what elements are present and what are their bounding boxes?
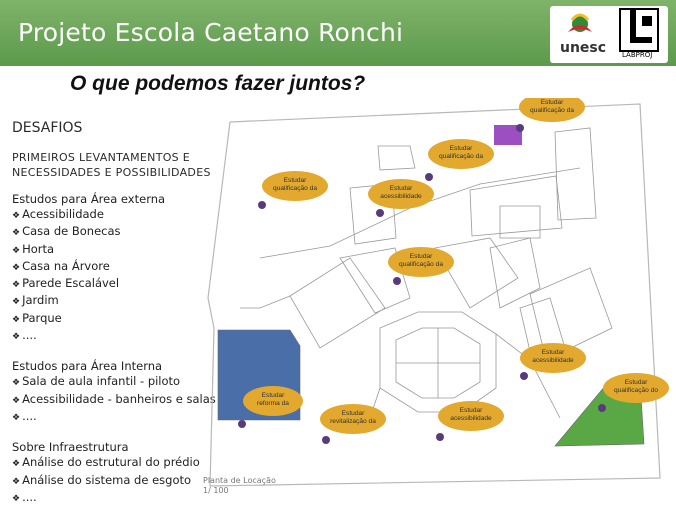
callout-line-2: qualificação da [530,107,574,114]
list-item: ❖ Parque [12,310,62,325]
callout-line-1: Estudar [540,99,564,106]
callout-line-1: Estudar [261,392,285,399]
list-item: ❖ .... [12,328,37,343]
list-item: ❖ .... [12,489,37,504]
callout-line-2: qualificação da [399,261,443,268]
list-item: ❖ Casa de Bonecas [12,224,121,239]
callout-line-2: revitalização da [330,418,376,425]
list-item: ❖ .... [12,408,37,423]
callout-1 [516,98,585,132]
callout-9 [320,404,386,444]
callout-line-2: acessibilidade [450,415,492,422]
diamond-bullet-icon: ❖ [12,245,21,256]
callout-line-1: Estudar [409,253,433,260]
site-plan [200,98,676,502]
diamond-bullet-icon: ❖ [12,314,21,325]
subtitle: O que podemos fazer juntos? [70,72,366,95]
list-item: ❖ Sala de aula infantil - piloto [12,374,181,389]
diamond-bullet-icon: ❖ [12,412,21,423]
diamond-bullet-icon: ❖ [12,459,21,470]
callout-line-1: Estudar [541,349,565,356]
callout-6 [520,343,586,380]
callout-line-1: Estudar [449,145,473,152]
diamond-bullet-icon: ❖ [12,493,21,504]
diamond-bullet-icon: ❖ [12,262,21,273]
callout-10 [436,401,504,441]
list-item: ❖ Jardim [12,293,59,308]
diamond-bullet-icon: ❖ [12,297,21,308]
callout-line-2: qualificação da [439,153,483,160]
diamond-bullet-icon: ❖ [12,228,21,239]
list-item: ❖ Casa na Árvore [12,258,110,273]
list-item: ❖ Horta [12,241,55,256]
callout-5 [388,247,454,285]
list-item: ❖ Acessibilidade [12,207,104,221]
callout-2 [425,139,494,181]
list-item: ❖ Análise do estrutural do prédio [12,455,200,470]
challenges-subheading [12,150,212,180]
external-studies-title: Estudos para Área externa [12,192,166,206]
callout-line-2: acessibilidade [532,357,574,364]
callout-line-1: Estudar [389,185,413,192]
diamond-bullet-icon: ❖ [12,378,21,389]
unesc-label: unesc [560,40,607,56]
subheading-line-1: PRIMEIROS LEVANTAMENTOS E [12,151,191,164]
callout-4 [368,179,434,217]
callout-line-2: acessibilidade [380,193,422,200]
callout-line-2: qualificação do [614,387,658,394]
internal-studies-title: Estudos para Área Interna [12,359,163,374]
slide-title: Projeto Escola Caetano Ronchi [18,18,404,47]
diamond-bullet-icon: ❖ [12,211,21,221]
subheading-line-2: NECESSIDADES E POSSIBILIDADES [12,166,211,179]
diamond-bullet-icon: ❖ [12,395,21,406]
callout-line-1: Estudar [624,379,648,386]
callout-line-2: qualificação da [273,185,317,192]
labproj-label: LABPROJ [622,51,653,59]
infrastructure-title: Sobre Infraestrutura [12,440,129,455]
diamond-bullet-icon: ❖ [12,476,21,487]
diamond-bullet-icon: ❖ [12,332,21,343]
list-item: ❖ Parede Escalável [12,276,120,291]
challenges-heading: DESAFIOS [12,120,83,136]
callout-line-2: reforma da [257,400,289,407]
list-item: ❖ Acessibilidade - banheiros e salas [12,391,216,406]
callout-line-1: Estudar [283,177,307,184]
plan-caption [203,476,276,496]
callout-3 [258,171,328,209]
diamond-bullet-icon: ❖ [12,280,21,291]
callout-line-1: Estudar [459,407,483,414]
plan-caption-line-2: 1/ 100 [203,486,229,495]
plan-caption-line-1: Planta de Locação [203,476,276,485]
callout-line-1: Estudar [341,410,365,417]
list-item: ❖ Análise do sistema de esgoto [12,472,192,487]
